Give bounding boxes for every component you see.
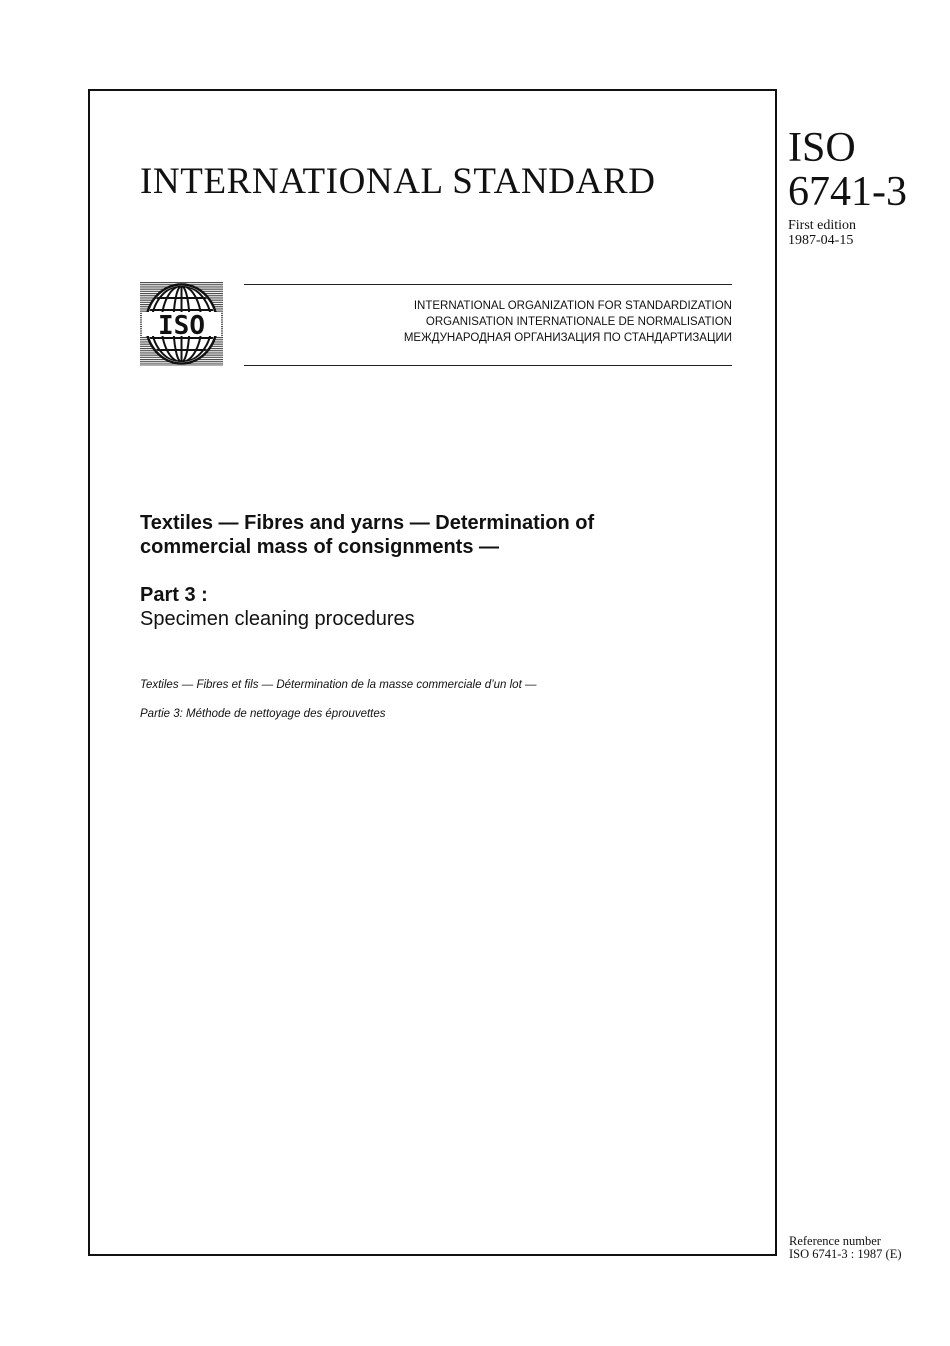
french-part-title: Partie 3: Méthode de nettoyage des éprouvettes: [140, 708, 386, 720]
header-rule-top: [244, 284, 732, 285]
document-title: [140, 511, 594, 559]
reference-number: ISO 6741-3 : 1987 (E): [789, 1247, 902, 1261]
header-rule-bottom: [244, 365, 732, 366]
french-title: Textiles — Fibres et fils — Détermination de la masse commerciale d’un lot —: [140, 679, 537, 691]
iso-logo-icon: [140, 282, 223, 366]
part-label: Part 3 :: [140, 584, 208, 606]
svg-text:ISO: ISO: [158, 311, 205, 341]
reference-label: Reference number: [789, 1234, 881, 1248]
document-title-line-2: commercial mass of consignments —: [140, 536, 500, 558]
standard-identifier: [788, 126, 907, 248]
document-title-line-1: Textiles — Fibres and yarns — Determination of: [140, 512, 595, 534]
organization-names: [370, 298, 732, 346]
org-name-english: INTERNATIONAL ORGANIZATION FOR STANDARDIZATION: [413, 300, 732, 312]
main-title: INTERNATIONAL STANDARD: [140, 161, 656, 202]
part-subtitle: Specimen cleaning procedures: [140, 608, 415, 630]
edition-date: 1987-04-15: [788, 233, 854, 248]
edition-label: First edition: [788, 218, 857, 233]
standard-prefix: ISO: [788, 125, 856, 171]
page-frame: [88, 89, 777, 1256]
org-name-french: ORGANISATION INTERNATIONALE DE NORMALISATION: [425, 316, 732, 328]
reference-block: [789, 1235, 902, 1261]
org-name-russian: МЕЖДУНАРОДНАЯ ОРГАНИЗАЦИЯ ПО СТАНДАРТИЗАЦИИ: [403, 332, 732, 344]
standard-number: 6741-3: [788, 169, 907, 215]
